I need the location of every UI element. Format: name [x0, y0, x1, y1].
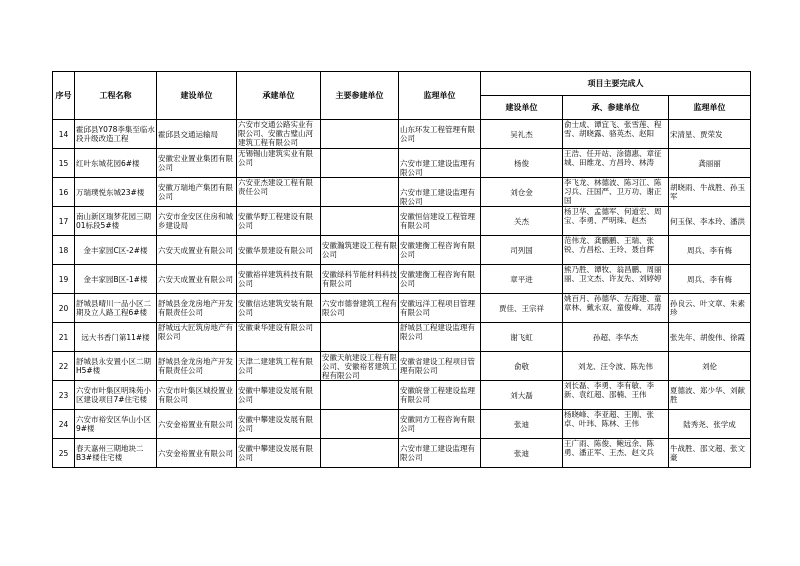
- header-contractor: 承建单位: [237, 72, 321, 120]
- cell-participant: [321, 323, 399, 352]
- header-project-name: 工程名称: [75, 72, 157, 120]
- cell-seq: 16: [53, 178, 75, 207]
- cell-leader-builder: 章平进: [481, 265, 563, 294]
- cell-contractor: 天津二建建筑工程有限公司: [237, 352, 321, 381]
- cell-leader-supervisor: 陆秀尧、张学成: [669, 410, 751, 439]
- cell-builder: 舒城县金龙房地产开发有限责任公司: [157, 352, 237, 381]
- cell-seq: 18: [53, 236, 75, 265]
- cell-leader-builder: 张迪: [481, 439, 563, 468]
- cell-contractor: 六安市交通公路实业有限公司、安徽古璧山河建筑工程有限公司: [237, 120, 321, 149]
- cell-leader-supervisor: 何玉保、李本玲、潘洪: [669, 207, 751, 236]
- cell-participant: 安徽绿科节能材料科技有限公司: [321, 265, 399, 294]
- cell-project-name: 六安市叶集区明珠苑小区建设项目7#住宅楼: [75, 381, 157, 410]
- cell-supervisor: 六安市建工建设监理有限公司: [399, 149, 481, 178]
- table-row: [53, 236, 751, 265]
- cell-contractor: 安徽中攀建设发展有限公司: [237, 410, 321, 439]
- project-table-sheet: [52, 71, 750, 468]
- cell-participant: 六安市德誉建筑工程有限公司: [321, 294, 399, 323]
- cell-participant: [321, 439, 399, 468]
- cell-leader-contractor: 王广雨、陈俊、鲍远余、陈勇、潘正军、王杰、赵文兵: [563, 439, 669, 468]
- cell-project-name: 霍邱县Y078李集至临水段升级改造工程: [75, 120, 157, 149]
- cell-contractor: 无锡锡山建筑实业有限公司: [237, 149, 321, 178]
- cell-leader-builder: 吴礼杰: [481, 120, 563, 149]
- table-row: [53, 323, 751, 352]
- cell-supervisor: 六安市建工建设监理有限公司: [399, 439, 481, 468]
- cell-project-name: 红叶东城花园6#楼: [75, 149, 157, 178]
- cell-leader-builder: 关杰: [481, 207, 563, 236]
- header-builder: 建设单位: [157, 72, 237, 120]
- table-row: [53, 120, 751, 149]
- cell-contractor: 安徽中攀建设发展有限公司: [237, 381, 321, 410]
- cell-participant: [321, 410, 399, 439]
- cell-seq: 17: [53, 207, 75, 236]
- cell-participant: [321, 149, 399, 178]
- header-participant: 主要参建单位: [321, 72, 399, 120]
- cell-participant: [321, 120, 399, 149]
- table-row: [53, 207, 751, 236]
- cell-leader-contractor: 李飞龙、林德波、陈习江、陈习兵、汪国严、卫万功、谢正国: [563, 178, 669, 207]
- cell-contractor: 安徽华野工程建设有限公司: [237, 207, 321, 236]
- cell-seq: 14: [53, 120, 75, 149]
- cell-seq: 21: [53, 323, 75, 352]
- cell-participant: 安徽瀚筑建设工程有限公司: [321, 236, 399, 265]
- cell-supervisor: 安徽同方工程咨询有限公司: [399, 410, 481, 439]
- cell-supervisor: 舒城县工程建设监理有限公司: [399, 323, 481, 352]
- cell-leader-supervisor: 胡晓雨、牛战胜、孙玉军: [669, 178, 751, 207]
- table-row: [53, 294, 751, 323]
- cell-leader-supervisor: 夏德波、郑少华、刘献胜: [669, 381, 751, 410]
- cell-builder: 六安金裕置业有限公司: [157, 410, 237, 439]
- table-row: [53, 439, 751, 468]
- cell-supervisor: 安徽建衡工程咨询有限公司: [399, 236, 481, 265]
- cell-builder: 安徽宏业置业集团有限公司: [157, 149, 237, 178]
- cell-leader-supervisor: 周兵、李有梅: [669, 236, 751, 265]
- cell-supervisor: 安徽省建设工程项目管理有限公司: [399, 352, 481, 381]
- cell-leader-builder: 俞敬: [481, 352, 563, 381]
- cell-project-name: 舒城县永安置小区二期H5#楼: [75, 352, 157, 381]
- cell-contractor: 安徽裕祥建筑科技有限公司: [237, 265, 321, 294]
- cell-seq: 20: [53, 294, 75, 323]
- header-seq: 序号: [53, 72, 75, 120]
- table-row: [53, 410, 751, 439]
- cell-seq: 22: [53, 352, 75, 381]
- cell-contractor: 安徽秉华建设有限公司: [237, 323, 321, 352]
- cell-supervisor: 安徽远洋工程项目管理有限公司: [399, 294, 481, 323]
- header-leader-builder: 建设单位: [481, 96, 563, 120]
- cell-project-name: 南山新区瑞梦花园三期01标段5#楼: [75, 207, 157, 236]
- cell-participant: [321, 207, 399, 236]
- cell-leader-contractor: 刘长磊、李勇、李有敏、李新、袁红超、邵楠、王伟: [563, 381, 669, 410]
- cell-contractor: 六安亚杰建设工程有限责任公司: [237, 178, 321, 207]
- cell-participant: 安徽天航建设工程有限公司、安徽裕茗建筑工程有限公司: [322, 352, 397, 380]
- cell-builder: 舒城远大匠筑房地产有限公司: [157, 323, 237, 352]
- cell-leader-supervisor: 龚丽丽: [669, 149, 751, 178]
- cell-builder: 六安金裕置业有限公司: [157, 439, 237, 468]
- cell-project-name: 六安市裕安区华山小区9#楼: [75, 410, 157, 439]
- cell-supervisor: 山东环发工程管理有限公司: [399, 120, 481, 149]
- table-row: [53, 178, 751, 207]
- cell-seq: 25: [53, 439, 75, 468]
- cell-builder: 六安天成置业有限公司: [157, 236, 237, 265]
- table-row: [53, 265, 751, 294]
- cell-supervisor: 安徽皖誉工程建设监理有限公司: [399, 381, 481, 410]
- cell-leader-builder: 刘仓金: [481, 178, 563, 207]
- cell-supervisor: 安徽建衡工程咨询有限公司: [399, 265, 481, 294]
- cell-builder: 六安市金安区住房和城乡建设局: [157, 207, 237, 236]
- cell-leader-contractor: 孙超、李华杰: [563, 323, 669, 352]
- cell-leader-contractor: 杨卫华、孟德军、何道宏、周宝、李勇、严明珠、赵杰: [563, 207, 669, 236]
- cell-participant: [321, 381, 399, 410]
- cell-seq: 24: [53, 410, 75, 439]
- cell-leader-supervisor: 刘伦: [669, 352, 751, 381]
- cell-participant: [321, 178, 399, 207]
- cell-project-name: 金丰家园C区-2#楼: [75, 236, 157, 265]
- cell-leader-builder: 刘大磊: [481, 381, 563, 410]
- cell-leader-builder: 司列国: [481, 236, 563, 265]
- cell-leader-contractor: 范伟龙、龚鹏鹏、王瑞、张锐、方昌松、王玲、聂自辉: [563, 236, 669, 265]
- cell-project-name: 春天嘉州三期地块二B3#楼住宅楼: [75, 439, 157, 468]
- cell-seq: 15: [53, 149, 75, 178]
- cell-leader-contractor: 姚百月、孙德华、左海建、童章林、戴永双、童俊峰、邓涛: [563, 294, 669, 323]
- cell-seq: 19: [53, 265, 75, 294]
- cell-leader-builder: 张迪: [481, 410, 563, 439]
- cell-project-name: 远大书香门第11#楼: [75, 323, 157, 352]
- cell-supervisor: 六安市建工建设监理有限公司: [399, 178, 481, 207]
- cell-supervisor: 安徽恒信建设工程管理有限公司: [399, 207, 481, 236]
- project-table: [52, 71, 751, 468]
- cell-leader-builder: 贾佳、王宗祥: [481, 294, 563, 323]
- header-leader-supervisor: 监理单位: [669, 96, 751, 120]
- cell-project-name: 金丰家园B区-1#楼: [75, 265, 157, 294]
- cell-leader-supervisor: 牛战胜、邵文超、张文豪: [669, 439, 751, 468]
- table-row: [53, 381, 751, 410]
- header-project-leaders: 项目主要完成人: [481, 72, 751, 96]
- cell-contractor: 安徽中攀建设发展有限公司: [237, 439, 321, 468]
- cell-contractor: 安徽信达建筑安装有限公司: [237, 294, 321, 323]
- cell-builder: 霍邱县交通运输局: [157, 120, 237, 149]
- header-supervisor: 监理单位: [399, 72, 481, 120]
- header-leader-contractor: 承、参建单位: [563, 96, 669, 120]
- cell-leader-supervisor: 孙良云、叶文章、朱素珍: [669, 294, 751, 323]
- cell-builder: 安徽万瑞地产集团有限公司: [157, 178, 237, 207]
- cell-leader-supervisor: 周兵、李有梅: [669, 265, 751, 294]
- cell-project-name: 万瑞璞悦东城23#楼: [75, 178, 157, 207]
- cell-builder: 六安市叶集区城投置业有限公司: [157, 381, 237, 410]
- cell-leader-contractor: 杨晓峰、李亚超、王刚、张卓、叶玮、陈林、王伟: [563, 410, 669, 439]
- table-row: [53, 352, 751, 381]
- cell-project-name: 舒城县晴川一品小区二期及立人路工程6#楼: [75, 294, 157, 323]
- cell-leader-builder: 杨俊: [481, 149, 563, 178]
- cell-leader-contractor: 熊乃胜、谭牧、翁昌鹏、周丽丽、卫文杰、许友先、刘婷婷: [563, 265, 669, 294]
- cell-leader-contractor: 俞士成、谭宜飞、张雪莲、程雪、胡晓露、骆英杰、赵阳: [563, 120, 669, 149]
- cell-leader-supervisor: 张先年、胡俊伟、徐霞: [669, 323, 751, 352]
- cell-builder: 六安天成置业有限公司: [157, 265, 237, 294]
- cell-builder: 舒城县金龙房地产开发有限责任公司: [157, 294, 237, 323]
- table-row: [53, 149, 751, 178]
- cell-leader-contractor: 王浩、任开站、涂德惠、章征城、田维龙、方昌玲、林涛: [563, 149, 669, 178]
- cell-contractor: 安徽华景建设有限公司: [237, 236, 321, 265]
- cell-leader-contractor: 刘龙、汪令波、陈先伟: [563, 352, 669, 381]
- cell-seq: 23: [53, 381, 75, 410]
- cell-leader-builder: 谢飞虹: [481, 323, 563, 352]
- cell-leader-supervisor: 宋清星、贾荣发: [669, 120, 751, 149]
